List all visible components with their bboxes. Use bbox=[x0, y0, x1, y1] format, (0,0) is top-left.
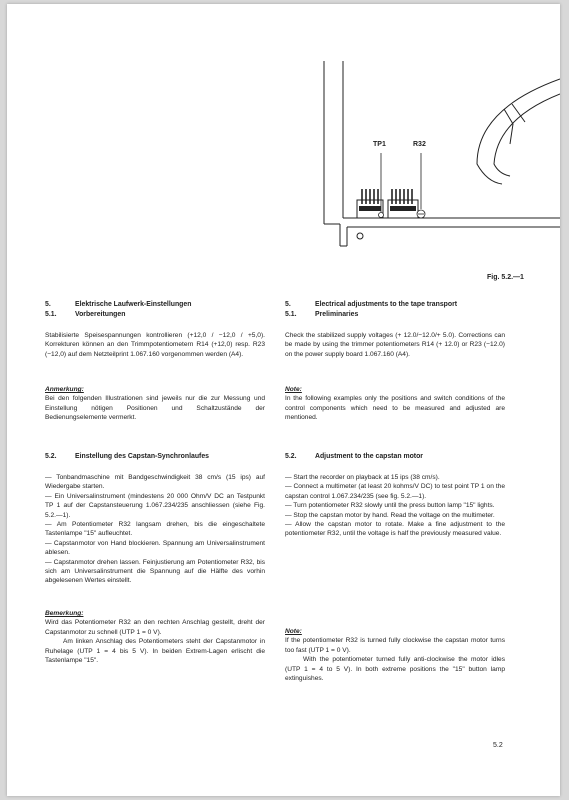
en-step-2: — Connect a multimeter (at least 20 kohms/V DC) to test point TP 1 on the capstan control 1.067.234/235 (see fig. 5.2.—1). bbox=[285, 483, 505, 500]
de-step-5: — Capstanmotor drehen lassen. Feinjustierung am Potentiometer R32, bis sich am Universalinstrument die Spannung auf die Hälfte des vorhin abgelesenen Wertes einstellt. bbox=[45, 558, 265, 585]
de-paragraph: Stabilisierte Speisespannungen kontrollieren (+12,0 / −12,0 / +5,0). Korrekturen können an den Trimmpotentiometern R14 (+12,0) resp. R23 (−12,0) auf dem Netzteilprint 1.067.160 vorgenommen werden (A4). bbox=[45, 332, 265, 358]
document-page bbox=[7, 4, 560, 796]
en-note-text: In the following examples only the positions and switch conditions of the control components which need to be measured and adjusted are mentioned. bbox=[285, 395, 505, 422]
de-remark bbox=[45, 609, 265, 665]
en-steps bbox=[285, 473, 505, 539]
de-step-3: — Am Potentiometer R32 langsam drehen, bis die eingeschaltete Tastenlampe "15" aufleuchtet. bbox=[45, 521, 265, 538]
en-heading-5-2-text: Adjustment to the capstan motor bbox=[315, 453, 423, 460]
en-heading-5-1-text: Preliminaries bbox=[315, 311, 359, 318]
de-note bbox=[45, 385, 265, 423]
de-remark-p2: Am linken Anschlag des Potentiometers steht der Capstanmotor in Ruhelage (UTP 1 = 4 bis 5 V). In beiden Extrem-Lagen erlischt die Tastenlampe "15". bbox=[45, 638, 265, 665]
de-heading-5-1-text: Vorbereitungen bbox=[75, 311, 126, 318]
en-preliminaries bbox=[285, 331, 505, 359]
en-note bbox=[285, 385, 505, 423]
en-step-4: — Stop the capstan motor by hand. Read the voltage on the multimeter. bbox=[285, 511, 495, 519]
de-steps bbox=[45, 473, 265, 586]
en-step-5: — Allow the capstan motor to rotate. Make a fine adjustment to the potentiometer R32, until the voltage is half the previously measured value. bbox=[285, 521, 505, 538]
de-preliminaries bbox=[45, 331, 265, 359]
en-paragraph: Check the stabilized supply voltages (+ 12.0/−12.0/+ 5.0). Corrections can be made by using the trimmer potentiometers R14 (+ 12.0) or R23 (−12.0) on the power supply board 1.067.160 (A4). bbox=[285, 332, 505, 358]
de-heading-5-num: 5. bbox=[45, 301, 51, 308]
de-heading-5-1-num: 5.1. bbox=[45, 311, 57, 318]
en-heading-5-2 bbox=[285, 452, 423, 461]
en-step-3: — Turn potentiometer R32 slowly until the press button lamp "15" lights. bbox=[285, 502, 495, 510]
en-remark-p2: With the potentiometer turned fully anti-clockwise the motor idles (UTP 1 = 4 to 5 V). In both extreme positions the "15" button lamp extinguishes. bbox=[285, 656, 505, 683]
de-note-label: Anmerkung: bbox=[45, 386, 84, 393]
en-heading-5-1-num: 5.1. bbox=[285, 311, 297, 318]
de-heading-5-text: Elektrische Laufwerk-Einstellungen bbox=[75, 301, 192, 308]
de-heading-5-1 bbox=[45, 310, 125, 319]
en-heading-5-text: Electrical adjustments to the tape transport bbox=[315, 301, 458, 308]
en-heading-5-num: 5. bbox=[285, 301, 291, 308]
en-remark-label: Note: bbox=[285, 628, 302, 635]
de-remark-label: Bemerkung: bbox=[45, 610, 84, 617]
en-heading-5 bbox=[285, 300, 457, 309]
en-step-1: — Start the recorder on playback at 15 ips (38 cm/s). bbox=[285, 474, 440, 481]
de-heading-5 bbox=[45, 300, 191, 309]
en-remark-p1: If the potentiometer R32 is turned fully clockwise the capstan motor turns too fast (UTP 1 = 0 V). bbox=[285, 637, 505, 654]
label-r32: R32 bbox=[413, 141, 426, 148]
circuit-board-figure bbox=[7, 4, 560, 284]
de-heading-5-2-text: Einstellung des Capstan-Synchronlaufes bbox=[75, 453, 210, 460]
de-remark-p1: Wird das Potentiometer R32 an den rechten Anschlag gestellt, dreht der Capstanmotor zu schnell (UTP 1 = 0 V). bbox=[45, 619, 265, 636]
figure-caption: Fig. 5.2.—1 bbox=[487, 274, 524, 281]
de-step-4: — Capstanmotor von Hand blockieren. Spannung am Universalinstrument ablesen. bbox=[45, 539, 265, 557]
de-heading-5-2-num: 5.2. bbox=[45, 453, 57, 460]
de-step-2: — Ein Universalinstrument (mindestens 20 000 Ohm/V DC an Testpunkt TP 1 auf der Capstansteuerung 1.067.234/235 anschliessen (siehe Fig. 5.2.—1). bbox=[45, 492, 265, 519]
en-note-label: Note: bbox=[285, 386, 302, 393]
page-number: 5.2 bbox=[493, 742, 503, 749]
en-heading-5-2-num: 5.2. bbox=[285, 453, 297, 460]
en-heading-5-1 bbox=[285, 310, 358, 319]
de-heading-5-2 bbox=[45, 452, 209, 461]
label-tp1: TP1 bbox=[373, 141, 386, 148]
en-remark bbox=[285, 627, 505, 683]
de-note-text: Bei den folgenden Illustrationen sind jeweils nur die zur Messung und Einstellung nötigen Positionen und Schaltzustände der Bedienungselemente vermerkt. bbox=[45, 395, 265, 422]
de-step-1: — Tonbandmaschine mit Bandgeschwindigkeit 38 cm/s (15 ips) auf Wiedergabe starten. bbox=[45, 474, 265, 491]
